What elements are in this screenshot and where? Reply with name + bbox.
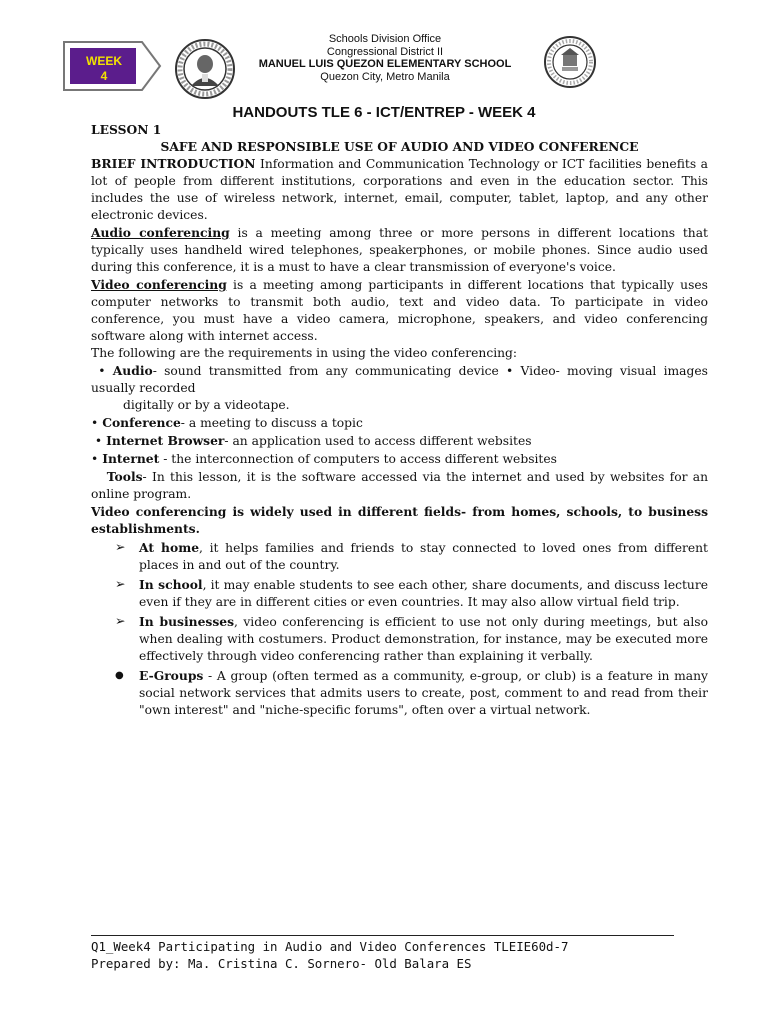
req-conference: • Conference- a meeting to discuss a topic — [91, 415, 363, 430]
week-label: WEEK 4 — [86, 54, 122, 83]
school-address: Quezon City, Metro Manila — [320, 70, 450, 83]
fields-heading: Video conferencing is widely used in different fields- from homes, schools, to business establishments. — [91, 504, 708, 536]
intro-paragraph — [91, 155, 708, 224]
req-browser: • Internet Browser- an application used to access different websites — [94, 433, 532, 448]
audio-conf-text: is a meeting among three or more persons in different locations that typically uses handheld wired telephones, speakerphones, or mobile phones. Since audio used during this conference, it is a must to have a clear transmission of everyone's voice. — [91, 226, 709, 274]
requirements-intro: The following are the requirements in using the video conferencing: — [91, 346, 518, 360]
school-header — [240, 33, 530, 83]
lesson-title: SAFE AND RESPONSIBLE USE OF AUDIO AND VIDEO CONFERENCE — [160, 139, 639, 154]
list-item: ➢ In businesses, video conferencing is efficient to use not only during meetings, but also when dealing with costumers. Product demonstration, for instance, may be executed more effectively through video conferencing rather than explaining it verbally. — [115, 614, 708, 663]
list-item: ➢ In school, it may enable students to see each other, share documents, and discuss lecture even if they are in different cities or even countries. It may also allow virtual field trip. — [115, 577, 709, 609]
school-seal-icon — [174, 38, 236, 105]
footer — [91, 938, 568, 972]
arrow-icon: ➢ — [115, 540, 126, 554]
audio-conf-term: Audio conferencing — [91, 225, 230, 240]
footer-divider — [91, 935, 674, 936]
video-conf-text: is a meeting among participants in different locations that typically uses computer networks to transmit both audio, text and video data. To participate in video conference, you must have a video camera, microphone, speakers, and video conferencing software along with internet access. — [91, 278, 708, 343]
intro-lead: BRIEF INTRODUCTION — [91, 156, 256, 171]
req-tools: Tools- In this lesson, it is the software accessed via the internet and used by websites for an online program. — [91, 469, 709, 501]
footer-course-code: Q1_Week4 Participating in Audio and Video Conferences TLEIE60d-7 — [91, 939, 569, 954]
req-audio-cont: digitally or by a videotape. — [123, 398, 290, 412]
req-internet: • Internet - the interconnection of computers to access different websites — [91, 451, 557, 466]
lesson-content — [91, 121, 708, 721]
audio-conf-paragraph — [91, 224, 708, 276]
dot-icon: ● — [115, 670, 124, 681]
arrow-icon: ➢ — [115, 577, 126, 591]
division-office: Schools Division Office — [328, 33, 442, 45]
fields-list — [91, 539, 708, 719]
district: Congressional District II — [326, 45, 444, 58]
req-audio: • Audio- sound transmitted from any communicating device • Video- moving visual images usually recorded — [91, 363, 708, 395]
list-item: ● E-Groups - A group (often termed as a community, e-group, or club) is a feature in many social network services that admits users to create, post, comment to and read from their "own interest" and "niche-specific forums", often over a virtual network. — [115, 668, 708, 717]
footer-prepared-by: Prepared by: Ma. Cristina C. Sornero- Old Balara ES — [91, 956, 472, 971]
handout-title: HANDOUTS TLE 6 - ICT/ENTREP - WEEK 4 — [232, 104, 536, 121]
lesson-label: LESSON 1 — [91, 122, 162, 137]
arrow-icon: ➢ — [115, 614, 126, 628]
intro-text: Information and Communication Technology or ICT facilities benefits a lot of people from different institutions, corporations and even in the education sector. This includes the use of wireless network, internet, email, computer, tablet, laptop, and any other electronic devices. — [91, 157, 708, 222]
list-item: ➢ At home, it helps families and friends to stay connected to loved ones from different places in and out of the country. — [115, 540, 708, 572]
video-conf-paragraph — [91, 276, 708, 345]
school-name: MANUEL LUIS QUEZON ELEMENTARY SCHOOL — [258, 58, 512, 70]
division-seal-icon — [543, 34, 597, 95]
video-conf-term: Video conferencing — [91, 277, 227, 292]
